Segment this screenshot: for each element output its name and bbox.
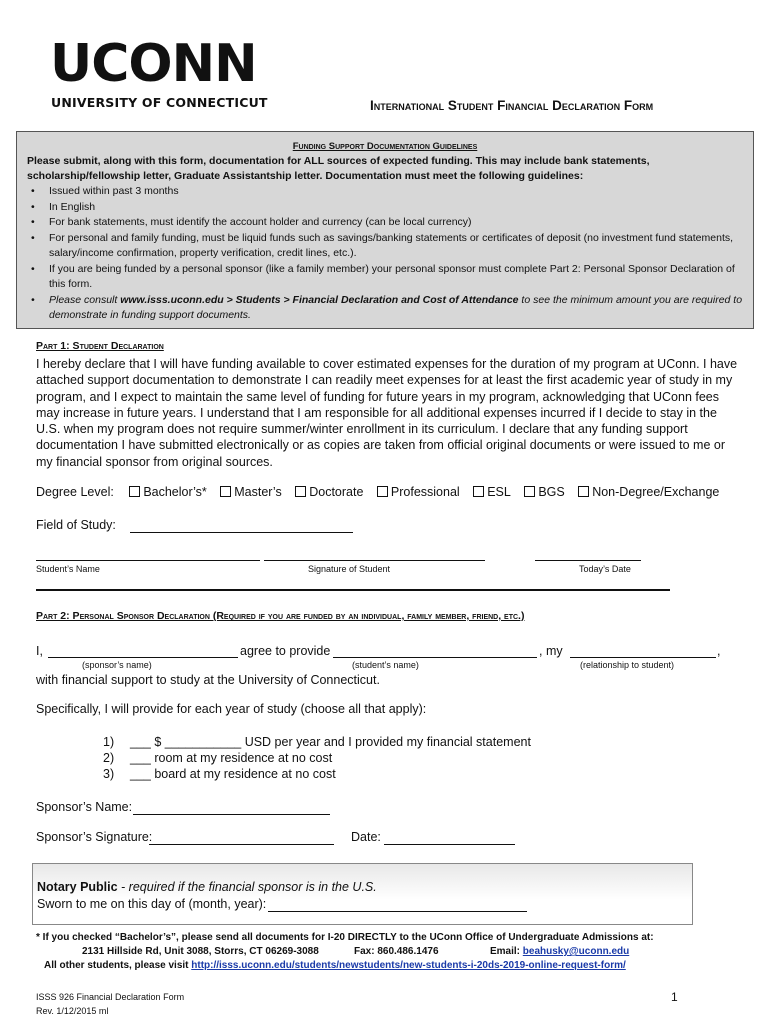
- sponsor-signature-line[interactable]: [149, 844, 334, 845]
- my-text: , my: [539, 644, 563, 658]
- degree-option-masters[interactable]: [220, 485, 281, 499]
- admissions-address: 2131 Hillside Rd, Unit 3088, Storrs, CT 06269-3088: [82, 946, 319, 957]
- bachelors-instruction: * If you checked “Bachelor’s”, please send all documents for I-20 DIRECTLY to the UConn Office of Undergraduate Admissions at:: [36, 932, 654, 943]
- part1-declaration-text: I hereby declare that I will have funding available to cover estimated expenses for the duration of my program at UConn. I have attached support documentation to demonstrate I can readily meet expenses for at least the first academic year of study in my program, and I expect to maintain the same level of funding for future years in my program, acknowledging that UConn fees may increase in future years. I understand that I am responsible for all additional expenses incurred if I decide to stay in the U.S. when my program does not require summer/winter enrollment in its curriculum. I declare that any funding support documentation I have submitted electronically or as copies are taken from official original documents or were issued to me or my financial sponsor from original sources.: [36, 357, 738, 469]
- consult-path: www.isss.uconn.edu > Students > Financial Declaration and Cost of Attendance: [120, 293, 519, 306]
- degree-option-label: Bachelor’s*: [143, 485, 207, 499]
- degree-option-label: Doctorate: [309, 485, 364, 499]
- student-name-field-line[interactable]: [333, 657, 537, 658]
- guideline-item: • Issued within past 3 months: [27, 184, 745, 200]
- revision-note: Rev. 1/12/2015 ml: [36, 1006, 109, 1016]
- notary-sworn-text: Sworn to me on this day of (month, year):: [37, 897, 267, 911]
- guideline-item: • For bank statements, must identify the account holder and currency (can be local currency): [27, 215, 745, 231]
- relationship-caption: (relationship to student): [580, 660, 675, 670]
- part1-heading: Part 1: Student Declaration: [36, 340, 164, 352]
- degree-option-label: Non-Degree/Exchange: [592, 485, 720, 499]
- student-name-caption-p2: (student’s name): [352, 660, 419, 670]
- consult-pre: Please consult: [49, 293, 121, 306]
- checkbox-icon[interactable]: [220, 486, 231, 497]
- other-students-text: All other students, please visit: [44, 960, 192, 971]
- sponsor-name-line[interactable]: [48, 657, 238, 658]
- checkbox-icon[interactable]: [524, 486, 535, 497]
- sponsor-name-caption: (sponsor’s name): [82, 660, 152, 670]
- degree-option-nondegree[interactable]: [578, 485, 719, 499]
- option-number: 2): [103, 751, 115, 765]
- checkbox-icon[interactable]: [377, 486, 388, 497]
- degree-option-bachelors[interactable]: [129, 485, 206, 499]
- relationship-line[interactable]: [570, 657, 716, 658]
- option-number: 1): [103, 735, 115, 749]
- sponsor-signature-label: Sponsor’s Signature:: [36, 830, 153, 844]
- guidelines-intro: Please submit, along with this form, documentation for ALL sources of expected funding. This may include bank statements, scholarship/fellowship letter, Graduate Assistantship letter. Documentation must meet the following guidelines:: [27, 155, 650, 182]
- guideline-item: • In English: [27, 200, 745, 216]
- degree-option-professional[interactable]: [377, 485, 460, 499]
- todays-date-line[interactable]: [535, 560, 641, 561]
- part2-heading: Part 2: Personal Sponsor Declaration (Required if you are funded by an individual, family member, friend, etc.): [36, 610, 525, 622]
- notary-note: - required if the financial sponsor is in the U.S.: [117, 880, 377, 894]
- notary-title: Notary Public: [37, 880, 118, 894]
- section-divider: [36, 589, 670, 591]
- degree-option-label: BGS: [538, 485, 565, 499]
- form-title: International Student Financial Declaration Form: [370, 98, 654, 113]
- option-number: 3): [103, 767, 115, 781]
- checkbox-icon[interactable]: [295, 486, 306, 497]
- student-name-caption: Student’s Name: [36, 564, 100, 574]
- student-signature-line[interactable]: [264, 560, 485, 561]
- checkbox-icon[interactable]: [129, 486, 140, 497]
- date-label: Date:: [351, 830, 381, 844]
- other-students-row: [44, 960, 626, 971]
- trailing-comma: ,: [717, 644, 721, 658]
- date-line[interactable]: [384, 844, 515, 845]
- degree-option-label: ESL: [487, 485, 511, 499]
- email-label: Email:: [490, 946, 523, 957]
- university-name: UNIVERSITY OF CONNECTICUT: [51, 95, 268, 110]
- sponsor-name-input-line[interactable]: [133, 814, 330, 815]
- degree-option-label: Master’s: [234, 485, 282, 499]
- student-name-line[interactable]: [36, 560, 260, 561]
- option-board[interactable]: ___ board at my residence at no cost: [130, 767, 336, 781]
- guideline-item: • If you are being funded by a personal sponsor (like a family member) your personal sponsor must complete Part 2: Personal Sponsor Declaration of this form.: [27, 262, 745, 293]
- degree-option-bgs[interactable]: [524, 485, 564, 499]
- degree-level-row: [36, 485, 729, 499]
- admissions-fax: Fax: 860.486.1476: [354, 946, 439, 957]
- admissions-email-link[interactable]: beahusky@uconn.edu: [522, 946, 630, 957]
- page-number: 1: [671, 990, 678, 1004]
- option-room[interactable]: ___ room at my residence at no cost: [130, 751, 333, 765]
- checkbox-icon[interactable]: [473, 486, 484, 497]
- option-usd-per-year[interactable]: ___ $ ___________ USD per year and I provided my financial statement: [130, 735, 531, 749]
- consult-post: to see the minimum amount you are required to demonstrate in funding support documents.: [49, 293, 743, 321]
- field-of-study-line[interactable]: [130, 532, 353, 533]
- guidelines-list: [27, 184, 745, 324]
- notary-box: [32, 863, 693, 925]
- support-line: with financial support to study at the University of Connecticut.: [36, 673, 380, 687]
- field-of-study-label: Field of Study:: [36, 518, 116, 532]
- notary-date-line[interactable]: [268, 911, 527, 912]
- degree-option-label: Professional: [390, 485, 460, 499]
- notary-title-row: [37, 880, 377, 894]
- sponsor-i-text: I,: [36, 644, 43, 658]
- form-id: ISSS 926 Financial Declaration Form: [36, 992, 185, 1002]
- guidelines-box: [16, 131, 754, 329]
- guideline-item-consult: [27, 293, 745, 324]
- specifically-line: Specifically, I will provide for each year of study (choose all that apply):: [36, 702, 427, 716]
- checkbox-icon[interactable]: [578, 486, 589, 497]
- admissions-email-row: [490, 946, 629, 957]
- isss-request-link[interactable]: http://isss.uconn.edu/students/newstudents/new-students-i-20ds-2019-online-request-form/: [191, 960, 626, 971]
- agree-to-provide-text: agree to provide: [240, 644, 331, 658]
- degree-option-esl[interactable]: [473, 485, 511, 499]
- uconn-logo: UCONN: [50, 34, 257, 94]
- guideline-item: • For personal and family funding, must be liquid funds such as savings/banking statements or certificates of deposit (no investment fund statements, salary/income confirmation, property verification, credit lines, etc.).: [27, 231, 745, 262]
- degree-option-doctorate[interactable]: [295, 485, 363, 499]
- student-signature-caption: Signature of Student: [308, 564, 391, 574]
- sponsor-name-label: Sponsor’s Name:: [36, 800, 133, 814]
- guidelines-heading: Funding Support Documentation Guidelines: [292, 141, 478, 152]
- degree-level-label: Degree Level:: [36, 485, 114, 499]
- todays-date-caption: Today’s Date: [579, 564, 631, 574]
